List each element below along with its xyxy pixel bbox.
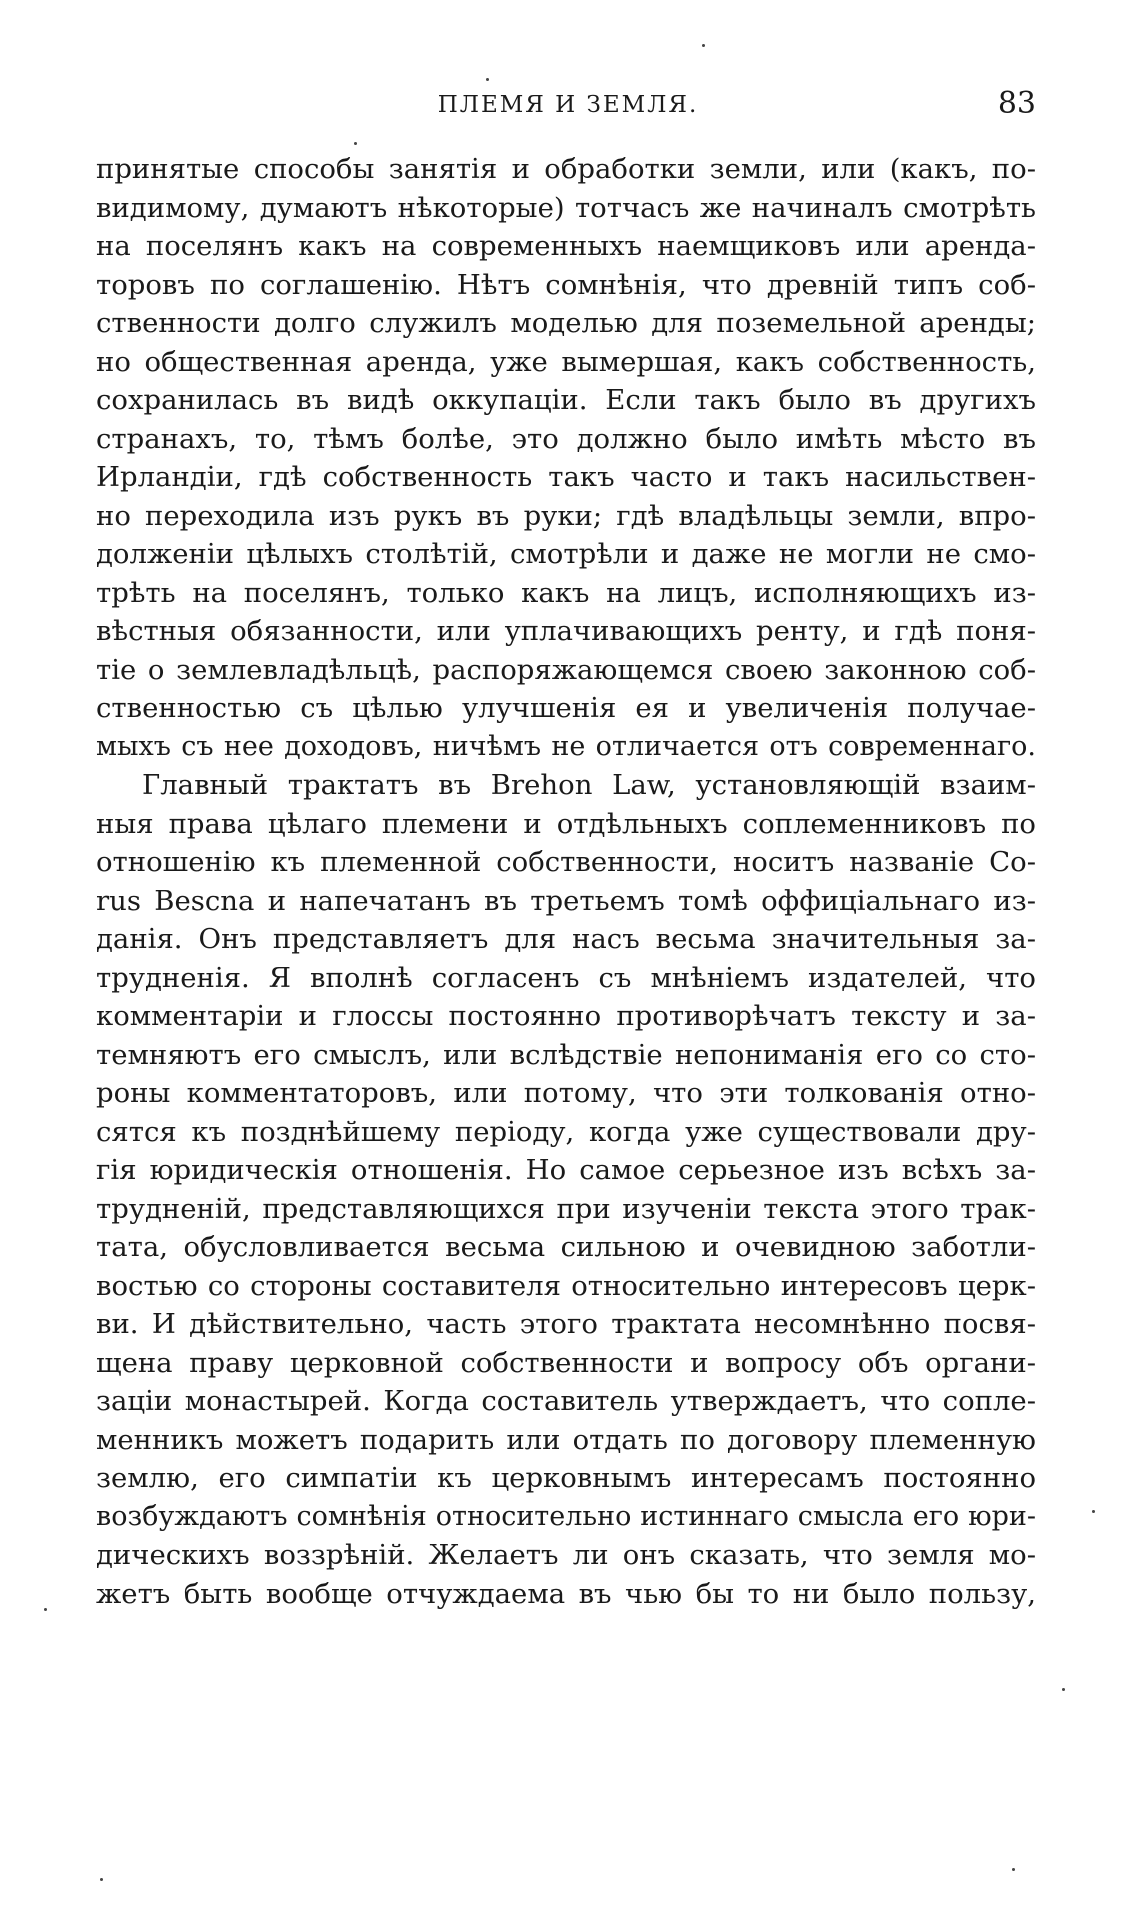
text-line: ственности долго служилъ моделью для поземельной аренды; [96,307,1036,339]
text-line: менникъ можетъ подарить или отдать по договору племенную [96,1423,1036,1456]
text-line: роны комментаторовъ, или потому, что эти толкованія отно- [96,1077,1036,1109]
text-line: жетъ быть вообще отчуждаема въ чью бы то ни было пользу, [96,1577,1036,1610]
page-number: 83 [997,86,1036,121]
text-line: вѣстныя обязанности, или уплачивающихъ ренту, и гдѣ поня- [96,615,1036,647]
running-title: ПЛЕМЯ И ЗЕМЛЯ. [437,92,699,118]
text-line: тіе о землевладѣльцѣ, распоряжающемся своею законною соб- [96,653,1036,686]
text-line: ви. И дѣйствительно, часть этого трактата несомнѣнно посвя- [96,1308,1036,1340]
print-speck [44,1608,47,1611]
text-line: землю, его симпатіи къ церковнымъ интересамъ постоянно [96,1462,1036,1494]
print-speck [1062,1688,1065,1691]
text-line: сятся къ позднѣйшему періоду, когда уже существовали дру- [96,1115,1036,1148]
text-line: тата, обусловливается весьма сильною и очевидною заботли- [96,1231,1036,1263]
text-line: ственностью съ цѣлью улучшенія ея и увеличенія получае- [96,692,1036,724]
text-line: гія юридическія отношенія. Но самое серьезное изъ всѣхъ за- [96,1154,1036,1186]
text-line: трѣть на поселянъ, только какъ на лицъ, исполняющихъ из- [96,576,1036,609]
print-speck [1012,1868,1015,1871]
text-line: отношенію къ племенной собственности, носитъ названіе Co- [96,846,1036,878]
text-line: rus Bescna и напечатанъ въ третьемъ томѣ оффиціальнаго из- [96,884,1036,917]
text-line: трудненія. Я вполнѣ согласенъ съ мнѣніемъ издателей, что [96,961,1036,994]
print-speck [354,142,357,145]
text-line: трудненій, представляющихся при изученіи текста этого трак- [96,1192,1036,1225]
text-line: ныя права цѣлаго племени и отдѣльныхъ соплеменниковъ по [96,807,1036,840]
page-header [100,86,1036,132]
text-line: Ирландіи, гдѣ собственность такъ часто и такъ насильствен- [96,461,1036,493]
paragraph-start-line: Главный трактатъ въ Brehon Law, установляющій взаим- [142,769,1036,801]
text-line: комментаріи и глоссы постоянно противорѣчатъ тексту и за- [96,1000,1036,1032]
text-line: заціи монастырей. Когда составитель утверждаетъ, что сопле- [96,1385,1036,1417]
text-line: темняютъ его смыслъ, или вслѣдствіе непониманія его со сто- [96,1038,1036,1071]
text-line: странахъ, то, тѣмъ болѣе, это должно было имѣть мѣсто въ [96,422,1036,455]
text-line: данія. Онъ представляетъ для насъ весьма значительныя за- [96,923,1036,955]
text-line: щена праву церковной собственности и вопросу объ органи- [96,1346,1036,1379]
print-speck [702,44,705,47]
text-line: принятые способы занятія и обработки земли, или (какъ, по- [96,153,1036,185]
print-speck [486,78,489,81]
print-speck [1092,1510,1095,1513]
paragraph-end-line: мыхъ съ нее доходовъ, ничѣмъ не отличается отъ современнаго. [96,730,1036,762]
text-line: долженіи цѣлыхъ столѣтій, смотрѣли и даже не могли не смо- [96,538,1036,570]
text-line: востью со стороны составителя относительно интересовъ церк- [96,1269,1036,1302]
text-line: возбуждаютъ сомнѣнія относительно истиннаго смысла его юри- [96,1500,1036,1532]
body-text [96,150,1036,1613]
text-line: дическихъ воззрѣній. Желаетъ ли онъ сказать, что земля мо- [96,1539,1036,1571]
text-line: видимому, думаютъ нѣкоторые) тотчасъ же начиналъ смотрѣть [96,191,1036,224]
print-speck [100,1878,103,1881]
text-line: на поселянъ какъ на современныхъ наемщиковъ или аренда- [96,230,1036,262]
text-line: торовъ по соглашенію. Нѣтъ сомнѣнія, что древній типъ соб- [96,268,1036,301]
text-line: сохранилась въ видѣ оккупаціи. Если такъ было въ другихъ [96,384,1036,416]
text-line: но общественная аренда, уже вымершая, какъ собственность, [96,345,1036,378]
text-line: но переходила изъ рукъ въ руки; гдѣ владѣльцы земли, впро- [96,499,1036,532]
